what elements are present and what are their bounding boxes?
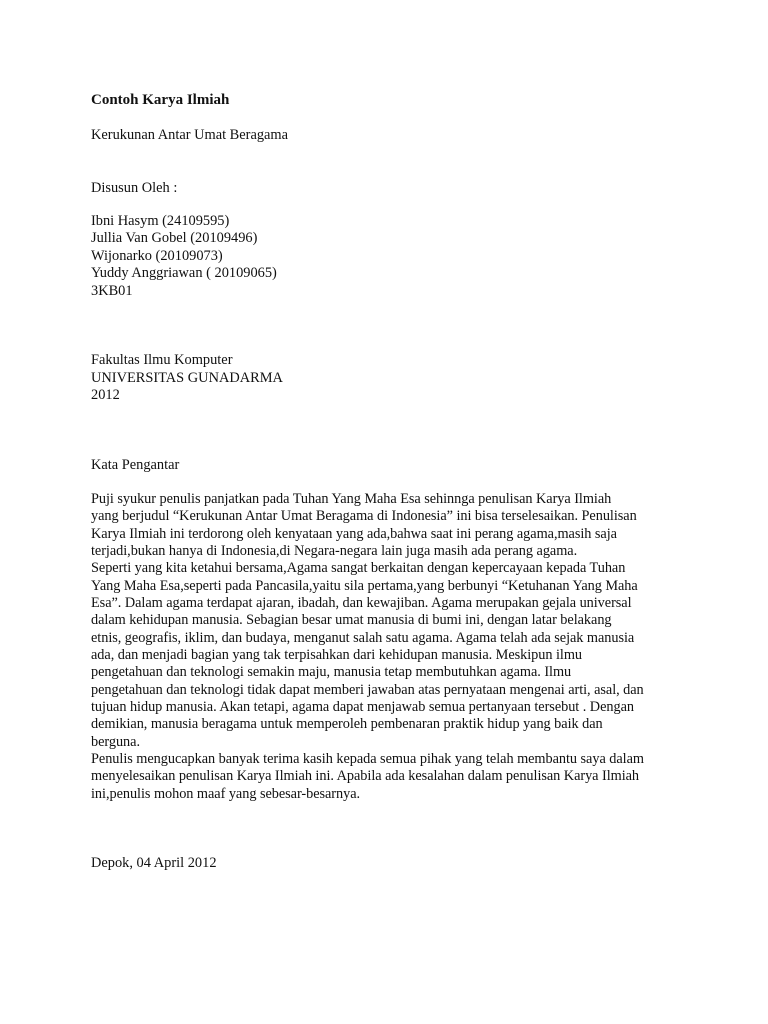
paragraph-line: tujuan hidup manusia. Akan tetapi, agama dapat menjawab semua pertanyaan tersebut . Dengan xyxy=(91,699,634,715)
author-line: Jullia Van Gobel (20109496) xyxy=(91,230,258,246)
paragraph-line: Yang Maha Esa,seperti pada Pancasila,yaitu sila pertama,yang berbunyi “Ketuhanan Yang Maha xyxy=(91,578,638,594)
paragraph-line: terjadi,bukan hanya di Indonesia,di Negara-negara lain juga masih ada perang agama. xyxy=(91,543,578,559)
paragraph-line: ada, dan menjadi bagian yang tak terpisahkan dari kehidupan manusia. Meskipun ilmu xyxy=(91,647,582,663)
paragraph-line: demikian, manusia beragama untuk memperoleh pembenaran praktik hidup yang baik dan xyxy=(91,716,603,732)
section-heading: Kata Pengantar xyxy=(91,457,180,473)
paragraph-line: pengetahuan dan teknologi tidak dapat memberi jawaban atas pernyataan mengenai arti, asal, dan xyxy=(91,682,644,698)
paragraph-line: Puji syukur penulis panjatkan pada Tuhan Yang Maha Esa sehinnga penulisan Karya Ilmiah xyxy=(91,491,612,507)
paragraph-line: Karya Ilmiah ini terdorong oleh kenyataan yang ada,bahwa saat ini perang agama,masih saja xyxy=(91,526,617,542)
document-title: Contoh Karya Ilmiah xyxy=(91,92,230,108)
class-code: 3KB01 xyxy=(91,283,133,299)
paragraph-line: Esa”. Dalam agama terdapat ajaran, ibadah, dan kewajiban. Agama merupakan gejala universal xyxy=(91,595,632,611)
prepared-by-label: Disusun Oleh : xyxy=(91,180,178,196)
faculty-name: Fakultas Ilmu Komputer xyxy=(91,352,233,368)
document-subtitle: Kerukunan Antar Umat Beragama xyxy=(91,127,288,143)
paragraph-line: etnis, geografis, iklim, dan budaya, menganut salah satu agama. Agama telah ada sejak manusia xyxy=(91,630,635,646)
document-year: 2012 xyxy=(91,387,120,403)
author-line: Wijonarko (20109073) xyxy=(91,248,223,264)
paragraph-line: menyelesaikan penulisan Karya Ilmiah ini. Apabila ada kesalahan dalam penulisan Karya Ilmiah xyxy=(91,768,640,784)
paragraph-line: dalam kehidupan manusia. Sebagian besar umat manusia di bumi ini, dengan latar belakang xyxy=(91,612,612,628)
place-date: Depok, 04 April 2012 xyxy=(91,855,217,871)
author-line: Yuddy Anggriawan ( 20109065) xyxy=(91,265,277,281)
paragraph-line: yang berjudul “Kerukunan Antar Umat Beragama di Indonesia” ini bisa terselesaikan. Penulisan xyxy=(91,508,637,524)
paragraph-line: Seperti yang kita ketahui bersama,Agama sangat berkaitan dengan kepercayaan kepada Tuhan xyxy=(91,560,626,576)
author-line: Ibni Hasym (24109595) xyxy=(91,213,230,229)
paragraph-line: Penulis mengucapkan banyak terima kasih kepada semua pihak yang telah membantu saya dalam xyxy=(91,751,644,767)
paragraph-line: berguna. xyxy=(91,734,140,750)
paragraph-line: pengetahuan dan teknologi semakin maju, manusia tetap membutuhkan agama. Ilmu xyxy=(91,664,572,680)
paragraph-line: ini,penulis mohon maaf yang sebesar-besarnya. xyxy=(91,786,361,802)
university-name: UNIVERSITAS GUNADARMA xyxy=(91,370,283,386)
